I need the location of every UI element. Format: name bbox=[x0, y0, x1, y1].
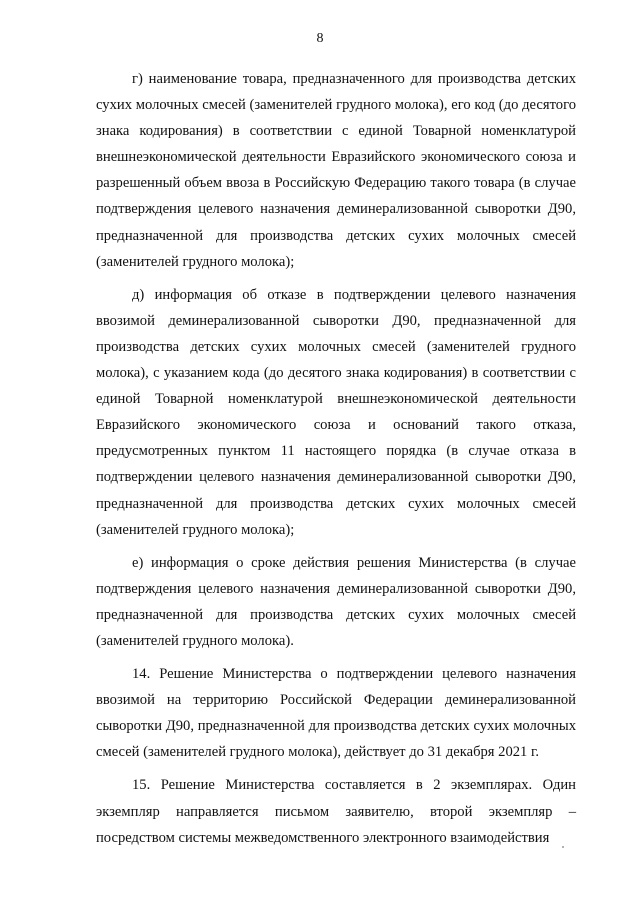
paragraph-e: е) информация о сроке действия решения Министерства (в случае подтверждения целевого назначения деминерализованной сыворотки Д90, предназначенной для производства детских сухих молочных смесей (заменителей грудного молока). bbox=[96, 554, 576, 649]
paragraph-15: 15. Решение Министерства составляется в 2 экземплярах. Один экземпляр направляется письмом заявителю, второй экземпляр – посредством системы межведомственного электронного взаимодействия bbox=[96, 777, 576, 846]
page-number: 8 bbox=[316, 31, 324, 46]
document-body bbox=[96, 66, 576, 851]
paragraph-14: 14. Решение Министерства о подтверждении целевого назначения ввозимой на территорию Российской Федерации деминерализованной сыворотки Д90, предназначенной для производства детских сухих молочных смесей (заменителей грудного молока), действует до 31 декабря 2021 г. bbox=[96, 666, 576, 761]
paragraph-g: г) наименование товара, предназначенного для производства детских сухих молочных смесей (заменителей грудного молока), его код (до десятого знака кодирования) в соответствии с единой Товарной номенклатурой внешнеэкономической деятельности Евразийского экономического союза и разрешенный объем ввоза в Российскую Федерацию такого товара (в случае подтверждения целевого назначения деминерализованной сыворотки Д90, предназначенной для производства детских сухих молочных смесей (заменителей грудного молока); bbox=[96, 71, 576, 270]
paragraph-d: д) информация об отказе в подтверждении целевого назначения ввозимой деминерализованной сыворотки Д90, предназначенной для производства детских сухих молочных смесей (заменителей грудного молока), с указанием кода (до десятого знака кодирования) в соответствии с единой Товарной номенклатурой внешнеэкономической деятельности Евразийского экономического союза и оснований такого отказа, предусмотренных пунктом 11 настоящего порядка (в случае отказа в подтверждении целевого назначения деминерализованной сыворотки Д90, предназначенной для производства детских сухих молочных смесей (заменителей грудного молока); bbox=[96, 286, 576, 538]
scan-speck bbox=[562, 846, 564, 848]
